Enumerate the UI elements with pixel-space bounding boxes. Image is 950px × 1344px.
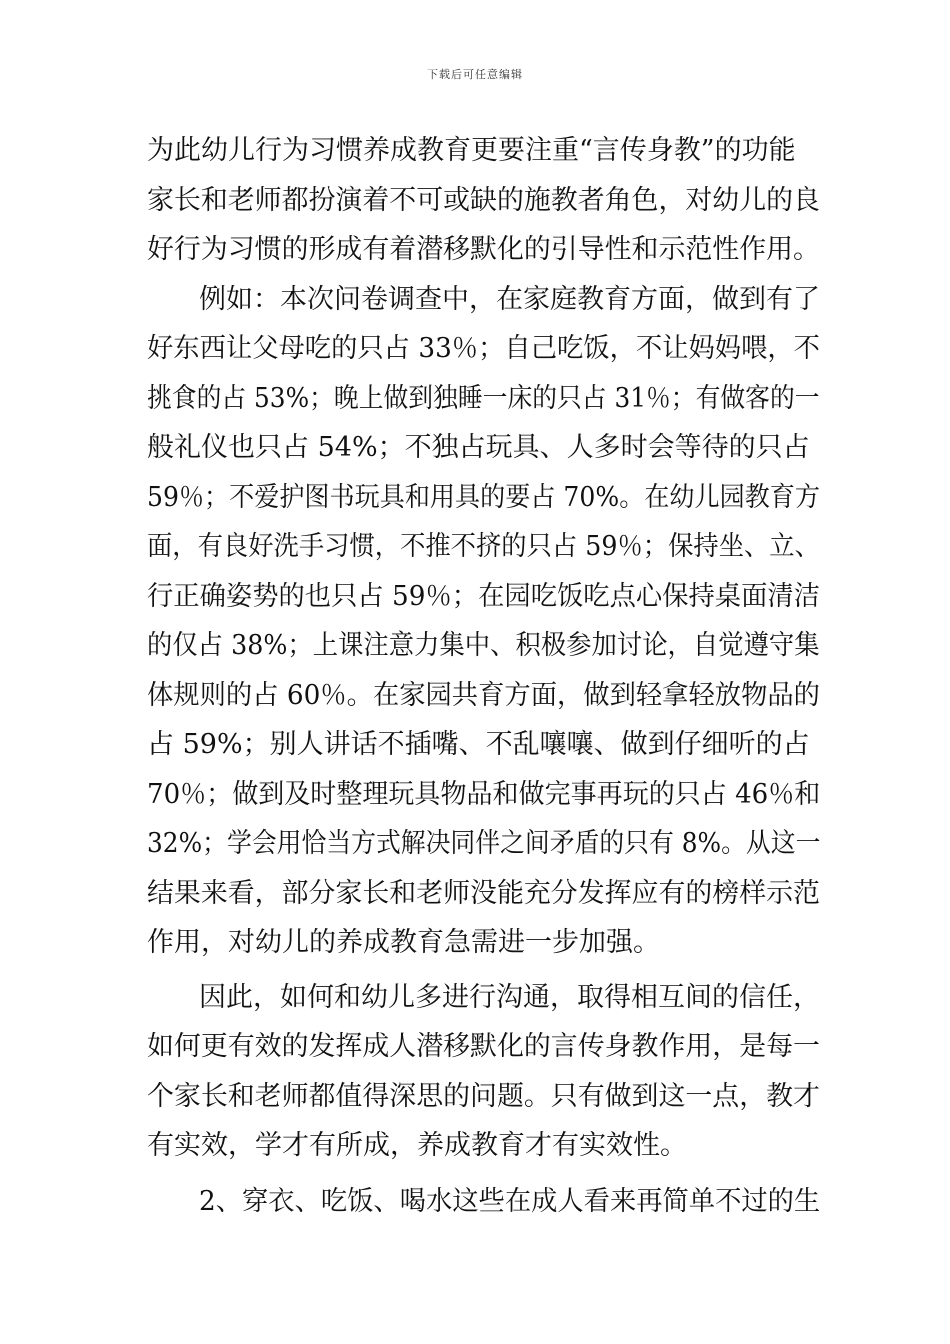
- text-line: 结果来看，部分家长和老师没能充分发挥应有的榜样示范: [147, 878, 820, 909]
- text-line: 作用，对幼儿的养成教育急需进一步加强。: [147, 927, 660, 958]
- text-line: 家长和老师都扮演着不可或缺的施教者角色，对幼儿的良: [147, 185, 820, 216]
- text-line: 2、穿衣、吃饭、喝水这些在成人看来再简单不过的生: [199, 1186, 821, 1217]
- text-line: 如何更有效的发挥成人潜移默化的言传身教作用，是每一: [147, 1031, 820, 1062]
- text-line: 好东西让父母吃的只占 33％；自己吃饭，不让妈妈喂，不: [147, 333, 820, 364]
- text-line: 挑食的占 53%；晚上做到独睡一床的只占 31％；有做客的一: [147, 383, 820, 414]
- text-line: 为此幼儿行为习惯养成教育更要注重“言传身教”的功能: [147, 135, 796, 166]
- page-header-note: 下载后可任意编辑: [427, 68, 523, 81]
- text-line: 70％；做到及时整理玩具物品和做完事再玩的只占 46％和: [147, 779, 821, 810]
- text-line: 个家长和老师都值得深思的问题。只有做到这一点，教才: [147, 1081, 820, 1112]
- text-line: 面，有良好洗手习惯，不推不挤的只占 59％；保持坐、立、: [147, 531, 820, 562]
- text-line: 因此，如何和幼儿多进行沟通，取得相互间的信任，: [199, 982, 820, 1013]
- text-line: 的仅占 38%；上课注意力集中、积极参加讨论，自觉遵守集: [147, 630, 820, 661]
- text-line: 般礼仪也只占 54%；不独占玩具、人多时会等待的只占: [147, 432, 810, 463]
- text-line: 体规则的占 60％。在家园共育方面，做到轻拿轻放物品的: [147, 680, 820, 711]
- text-line: 59％；不爱护图书玩具和用具的要占 70%。在幼儿园教育方: [147, 482, 820, 513]
- text-line: 行正确姿势的也只占 59％；在园吃饭吃点心保持桌面清洁: [147, 581, 820, 612]
- text-line: 例如：本次问卷调查中，在家庭教育方面，做到有了: [199, 284, 820, 315]
- text-line: 有实效，学才有所成，养成教育才有实效性。: [147, 1130, 687, 1161]
- text-line: 占 59%；别人讲话不插嘴、不乱嚷嚷、做到仔细听的占: [147, 729, 810, 760]
- text-line: 好行为习惯的形成有着潜移默化的引导性和示范性作用。: [147, 234, 820, 265]
- text-line: 32%；学会用恰当方式解决同伴之间矛盾的只有 8%。从这一: [147, 828, 821, 859]
